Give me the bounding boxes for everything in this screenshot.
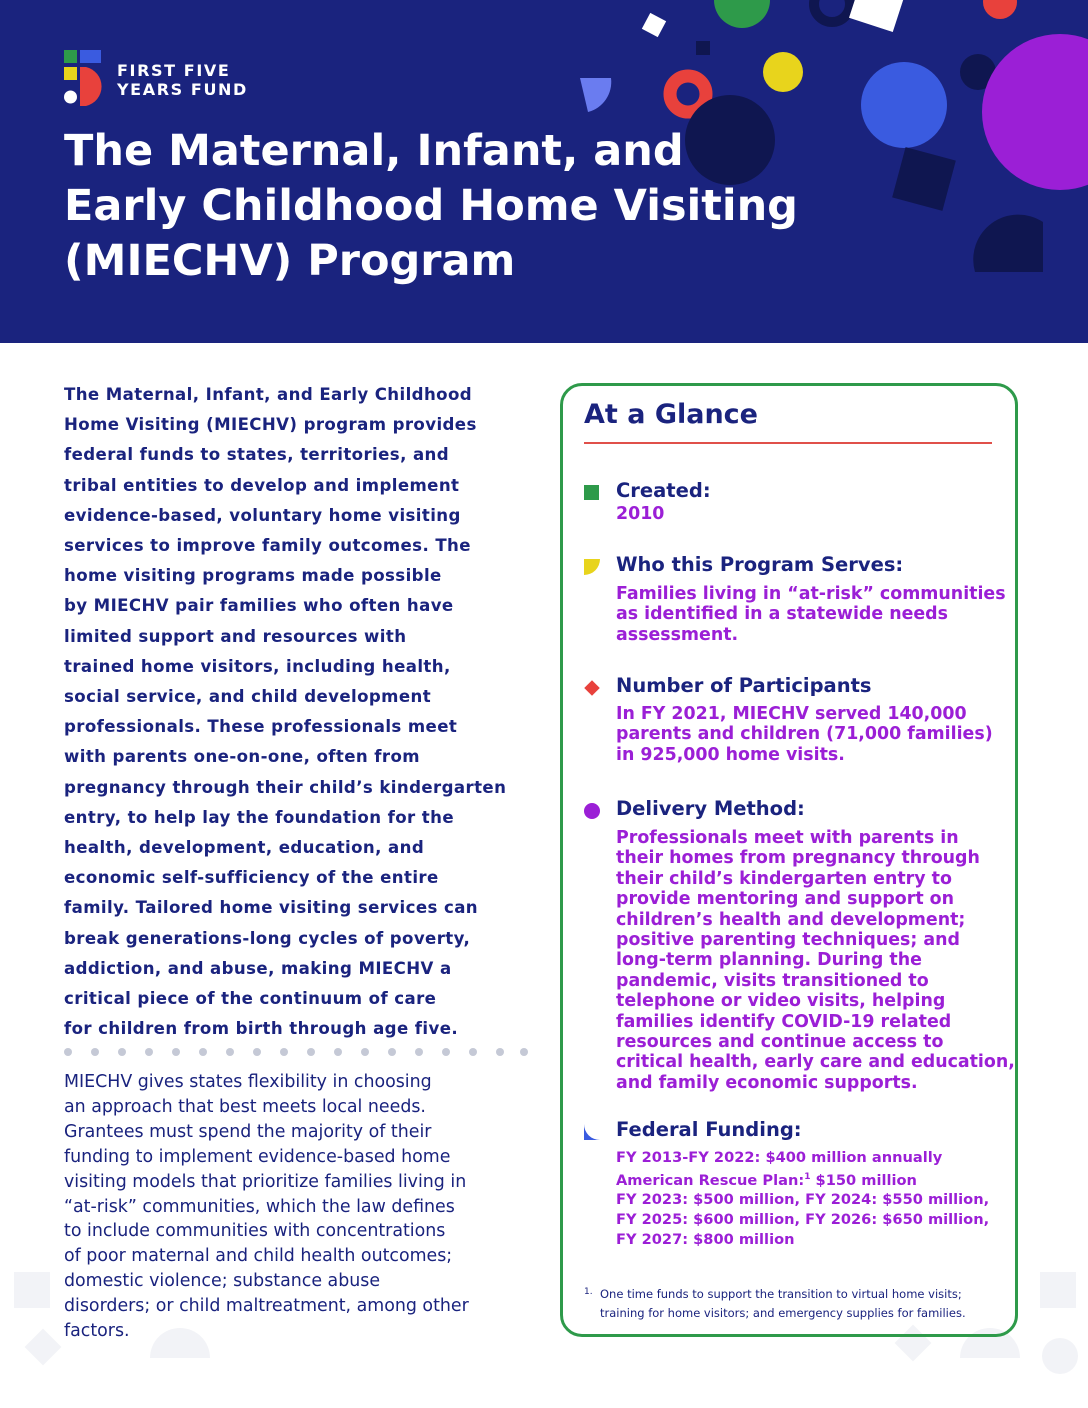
intro-line: trained home visitors, including health, (64, 656, 451, 676)
delivery-line: critical health, early care and education, (616, 1052, 1015, 1073)
navy-diamond-shape (892, 147, 956, 211)
created-value: 2010 (616, 504, 665, 524)
intro-line: health, development, education, and (64, 838, 425, 858)
delivery-line: positive parenting techniques; and (616, 930, 960, 951)
delivery-line: telephone or video visits, helping (616, 991, 946, 1012)
blue-quarter-circle-icon (583, 1123, 601, 1141)
body-line: funding to implement evidence-based home (64, 1146, 451, 1167)
serves-line: as identified in a statewide needs (616, 604, 948, 625)
intro-line: economic self-sufficiency of the entire (64, 868, 439, 888)
participants-line: In FY 2021, MIECHV served 140,000 (616, 704, 967, 724)
body-line: Grantees must spend the majority of their (64, 1121, 432, 1142)
delivery-line: and family economic supports. (616, 1072, 918, 1093)
delivery-line: families identify COVID-19 related (616, 1011, 952, 1032)
intro-line: break generations-long cycles of poverty, (64, 928, 471, 948)
brand-name (117, 61, 248, 99)
intro-line: entry, to help lay the foundation for the (64, 807, 454, 827)
red-diamond-icon (583, 679, 601, 697)
delivery-text (616, 828, 1015, 1093)
intro-line: The Maternal, Infant, and Early Childhood (64, 385, 473, 404)
intro-line: home visiting programs made possible (64, 566, 442, 586)
flexibility-paragraph (64, 1070, 534, 1344)
funding-text (616, 1148, 1011, 1250)
first-five-logo-icon (64, 50, 104, 108)
at-a-glance-title: At a Glance (584, 399, 758, 430)
footnote-line: training for home visitors; and emergency supplies for families. (600, 1306, 966, 1320)
body-line: to include communities with concentrations (64, 1221, 446, 1242)
arp-label: American Rescue Plan: (616, 1171, 805, 1189)
brand-line-1: FIRST FIVE (117, 61, 231, 80)
funding-line: FY 2023: $500 million, FY 2024: $550 million, (616, 1191, 990, 1209)
serves-heading: Who this Program Serves: (616, 553, 904, 576)
intro-line: tribal entities to develop and implement (64, 475, 460, 495)
body-line: disorders; or child maltreatment, among other (64, 1296, 469, 1317)
created-heading: Created: (616, 479, 711, 502)
yellow-quarter-circle-icon (583, 558, 601, 576)
purple-circle-shape (982, 34, 1088, 190)
green-circle-shape (714, 0, 770, 28)
body-line: domestic violence; substance abuse (64, 1271, 381, 1292)
funding-heading: Federal Funding: (616, 1118, 802, 1141)
intro-paragraph (64, 380, 534, 1044)
funding-arp-line (616, 1168, 1011, 1191)
body-line: an approach that best meets local needs. (64, 1096, 426, 1117)
intro-line: with parents one-on-one, often from (64, 747, 420, 767)
intro-line: for children from birth through age five. (64, 1019, 459, 1039)
title-underline (584, 442, 992, 444)
body-line: MIECHV gives states flexibility in choosing (64, 1072, 432, 1092)
serves-line: assessment. (616, 624, 739, 645)
title-line-3: (MIECHV) Program (64, 236, 516, 286)
body-line: of poor maternal and child health outcomes; (64, 1246, 453, 1267)
intro-line: evidence-based, voluntary home visiting (64, 505, 461, 525)
body-line: “at-risk” communities, which the law defines (64, 1196, 455, 1217)
intro-line: social service, and child development (64, 687, 432, 707)
serves-text (616, 584, 1011, 645)
delivery-line: long-term planning. During the (616, 950, 922, 971)
participants-line: in 925,000 home visits. (616, 744, 845, 765)
footnote-ref: 1 (804, 1171, 811, 1182)
navy-small-square-shape (696, 41, 710, 55)
delivery-heading: Delivery Method: (616, 797, 805, 820)
delivery-line: resources and continue access to (616, 1032, 944, 1053)
body-line: visiting models that prioritize families living in (64, 1171, 467, 1192)
white-square-shape (849, 0, 907, 32)
intro-line: pregnancy through their child’s kindergarten (64, 777, 507, 797)
delivery-line: their homes from pregnancy through (616, 848, 980, 869)
participants-heading: Number of Participants (616, 674, 872, 697)
navy-ring-shape (814, 0, 850, 22)
yellow-circle-shape (763, 52, 803, 92)
navy-half-shape (973, 215, 1043, 272)
intro-line: critical piece of the continuum of care (64, 989, 437, 1009)
body-line: factors. (64, 1321, 130, 1342)
intro-line: federal funds to states, territories, and (64, 445, 450, 465)
intro-line: Home Visiting (MIECHV) program provides (64, 415, 477, 435)
intro-line: services to improve family outcomes. The (64, 536, 471, 556)
funding-line: FY 2027: $800 million (616, 1231, 795, 1249)
delivery-line: children’s health and development; (616, 909, 966, 930)
blue-circle-shape (861, 62, 947, 148)
title-line-1: The Maternal, Infant, and (64, 126, 684, 176)
delivery-line: Professionals meet with parents in (616, 828, 959, 848)
green-square-icon (583, 484, 601, 502)
red-dot-shape (983, 0, 1017, 19)
footnote-line: One time funds to support the transition to virtual home visits; (600, 1287, 962, 1301)
participants-text (616, 704, 1011, 765)
blue-quarter-shape (580, 78, 611, 112)
intro-line: by MIECHV pair families who often have (64, 596, 454, 616)
arp-value: $150 million (815, 1171, 917, 1189)
delivery-line: their child’s kindergarten entry to (616, 868, 952, 889)
serves-line: Families living in “at-risk” communities (616, 584, 1006, 604)
footnote (584, 1285, 1004, 1323)
intro-line: professionals. These professionals meet (64, 717, 458, 737)
participants-line: parents and children (71,000 families) (616, 724, 993, 745)
delivery-line: pandemic, visits transitioned to (616, 970, 929, 991)
purple-circle-icon (583, 802, 601, 820)
header-banner (0, 0, 1088, 343)
page-title (64, 124, 824, 289)
intro-line: family. Tailored home visiting services can (64, 898, 479, 918)
dotted-divider (64, 1046, 534, 1058)
intro-line: limited support and resources with (64, 626, 407, 646)
title-line-2: Early Childhood Home Visiting (64, 181, 798, 231)
intro-line: addiction, and abuse, making MIECHV a (64, 958, 452, 978)
brand-line-2: YEARS FUND (117, 80, 248, 99)
delivery-line: provide mentoring and support on (616, 889, 955, 910)
white-diamond-shape (642, 13, 666, 37)
funding-line: FY 2013-FY 2022: $400 million annually (616, 1149, 943, 1166)
footnote-mark: 1. (584, 1287, 593, 1297)
funding-line: FY 2025: $600 million, FY 2026: $650 million, (616, 1211, 990, 1229)
